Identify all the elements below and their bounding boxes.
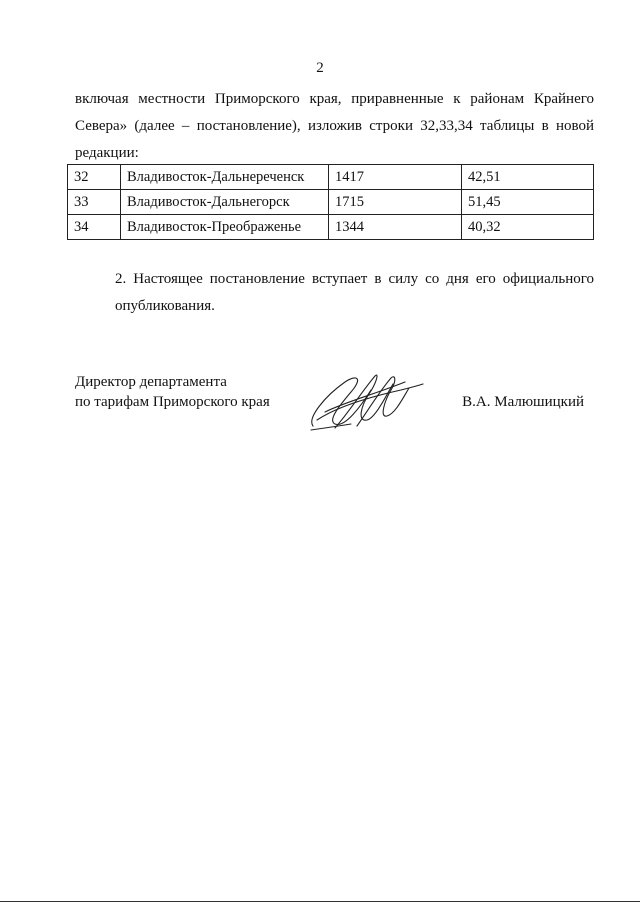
intro-paragraph xyxy=(75,86,594,167)
page-number: 2 xyxy=(316,60,324,76)
distance-value: 1344 xyxy=(329,215,462,240)
tariff-table xyxy=(67,164,594,240)
row-number: 34 xyxy=(68,215,121,240)
page-bottom-border xyxy=(0,901,640,902)
clause-2-line-2: опубликования. xyxy=(115,298,215,314)
intro-line-3: редакции: xyxy=(75,145,139,161)
signer-position xyxy=(75,372,270,412)
clause-2-paragraph xyxy=(75,266,594,320)
tariff-value: 42,51 xyxy=(462,165,594,190)
tariff-value: 40,32 xyxy=(462,215,594,240)
handwritten-signature xyxy=(305,368,425,434)
distance-value: 1715 xyxy=(329,190,462,215)
route-name: Владивосток-Преображенье xyxy=(121,215,329,240)
route-name: Владивосток-Дальнереченск xyxy=(121,165,329,190)
intro-line-1: включая местности Приморского края, приравненные к районам Крайнего xyxy=(75,91,594,107)
table-row xyxy=(68,215,594,240)
position-line-2: по тарифам Приморского края xyxy=(75,394,270,410)
row-number: 32 xyxy=(68,165,121,190)
route-name: Владивосток-Дальнегорск xyxy=(121,190,329,215)
tariff-value: 51,45 xyxy=(462,190,594,215)
table-row xyxy=(68,190,594,215)
signer-name: В.А. Малюшицкий xyxy=(462,394,584,410)
table-row xyxy=(68,165,594,190)
position-line-1: Директор департамента xyxy=(75,374,227,390)
row-number: 33 xyxy=(68,190,121,215)
distance-value: 1417 xyxy=(329,165,462,190)
intro-line-2: Севера» (далее – постановление), изложив строки 32,33,34 таблицы в новой xyxy=(75,118,594,134)
signature-block xyxy=(75,372,594,442)
clause-2-line-1: 2. Настоящее постановление вступает в силу со дня его официального xyxy=(115,271,594,287)
